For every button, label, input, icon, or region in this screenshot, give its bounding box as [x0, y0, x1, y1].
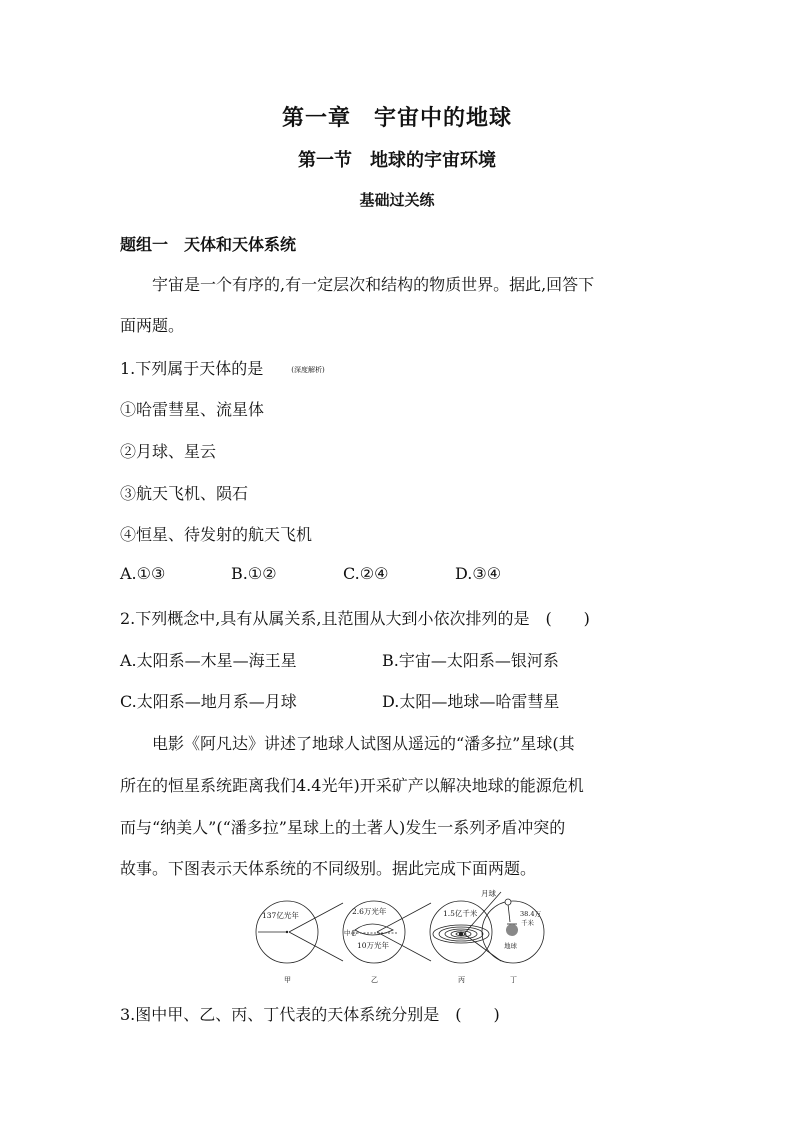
earth-dot: [506, 924, 518, 936]
intro1-line1: 宇宙是一个有序的,有一定层次和结构的物质世界。据此,回答下: [152, 275, 595, 294]
q1-item-1: ①哈雷彗星、流星体: [120, 400, 265, 419]
intro1-line2: 面两题。: [120, 316, 185, 335]
yi-center: 中心: [344, 929, 357, 937]
ding-distance: 38.4万: [520, 910, 541, 918]
yi-distance-2: 10万光年: [357, 941, 390, 950]
q1-option-c: C.②④: [343, 564, 389, 583]
yi-distance-1: 2.6万光年: [352, 907, 387, 916]
q1-item-2: ②月球、星云: [120, 442, 217, 461]
chapter-title: 第一章 宇宙中的地球: [281, 105, 512, 131]
label-bing: 丙: [458, 976, 465, 984]
moon-dot: [505, 899, 511, 905]
intro2-line4: 故事。下图表示天体系统的不同级别。据此完成下面两题。: [120, 859, 537, 878]
q1-item-4: ④恒星、待发射的航天飞机: [120, 525, 313, 544]
ding-unit: 千米: [521, 919, 534, 927]
jia-distance: 137亿光年: [262, 911, 299, 920]
sub-title: 基础过关练: [359, 191, 435, 209]
label-yi: 乙: [371, 976, 378, 984]
q2-option-a: A.太阳系—木星—海王星: [120, 651, 297, 670]
q1-option-b: B.①②: [231, 564, 277, 583]
section-title: 第一节 地球的宇宙环境: [298, 150, 496, 171]
bing-distance: 1.5亿千米: [443, 909, 478, 918]
q1-tag: (深度解析): [291, 366, 325, 374]
label-ding: 丁: [510, 976, 517, 984]
q2-option-c: C.太阳系—地月系—月球: [120, 692, 297, 711]
q2-stem: 2.下列概念中,具有从属关系,且范围从大到小依次排列的是 ( ): [120, 609, 590, 628]
q1-stem: 1.下列属于天体的是: [120, 359, 264, 378]
q1-option-d: D.③④: [455, 564, 502, 583]
sun-dot: [459, 932, 463, 936]
q2-option-b: B.宇宙—太阳系—银河系: [382, 651, 559, 670]
q1-stem-line: [120, 356, 325, 379]
q1-option-a: A.①③: [120, 564, 166, 583]
ding-moon-label: 月球: [481, 889, 496, 898]
label-jia: 甲: [284, 976, 291, 984]
intro2-line1: 电影《阿凡达》讲述了地球人试图从遥远的“潘多拉”星球(其: [152, 734, 575, 753]
intro2-line2: 所在的恒星系统距离我们4.4光年)开采矿产以解决地球的能源危机: [120, 776, 584, 795]
celestial-systems-figure: [255, 888, 545, 986]
q1-item-3: ③航天飞机、陨石: [120, 484, 249, 503]
group-title: 题组一 天体和天体系统: [120, 235, 297, 254]
intro2-line3: 而与“纳美人”(“潘多拉”星球上的土著人)发生一系列矛盾冲突的: [120, 818, 566, 837]
ding-earth-label: 地球: [504, 942, 517, 950]
q2-option-d: D.太阳—地球—哈雷彗星: [382, 692, 560, 711]
q3-stem: 3.图中甲、乙、丙、丁代表的天体系统分别是 ( ): [120, 1005, 500, 1024]
